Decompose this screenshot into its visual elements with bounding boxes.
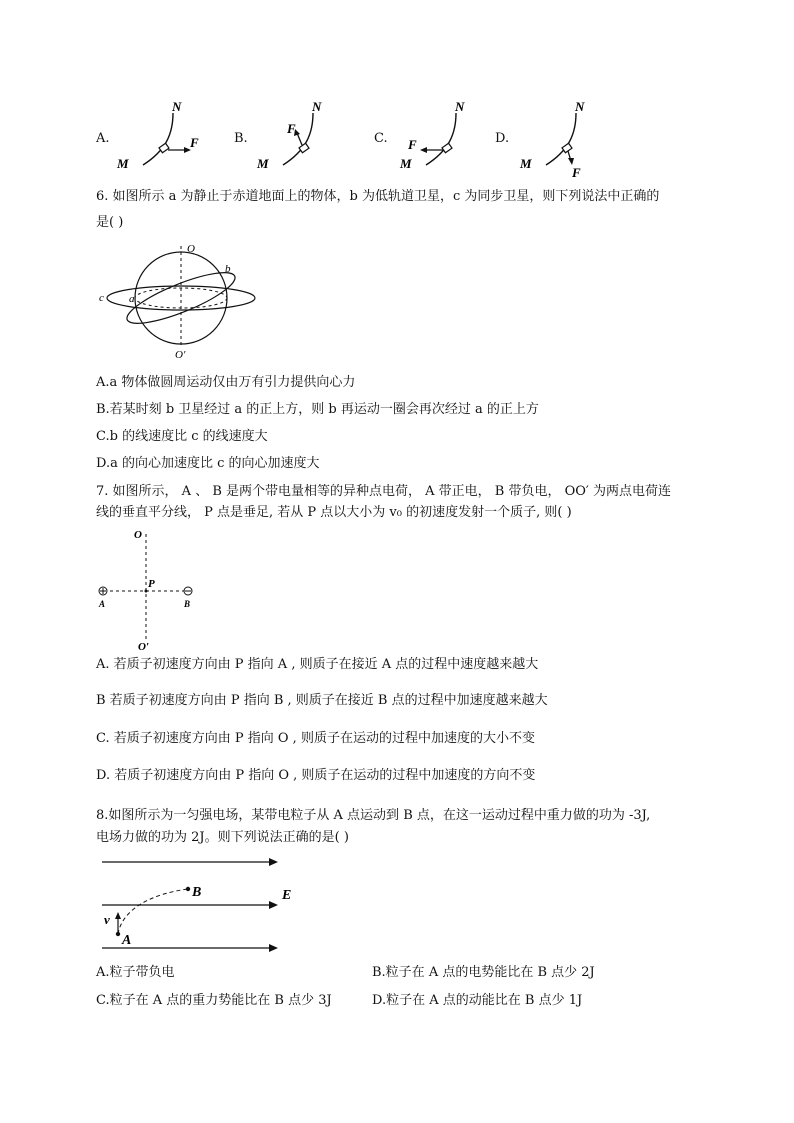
q8-option-d: D.粒子在 A 点的动能比在 B 点少 1J — [372, 993, 583, 1008]
q5d-label-f: F — [572, 165, 581, 180]
q5c-label-n: N — [455, 99, 465, 114]
q6-label-o-prime: O′ — [175, 349, 186, 361]
q7-stem-line2: 线的垂直平分线， P 点是垂足, 若从 P 点以大小为 v₀ 的初速度发射一个质子, 则( ) — [96, 505, 572, 520]
q5a-label-n: N — [172, 99, 182, 114]
q6-label-c: c — [99, 292, 104, 304]
q5a-label-m: M — [117, 156, 129, 171]
q8-option-b: B.粒子在 A 点的电势能比在 B 点少 2J — [372, 965, 595, 980]
q7-option-b: B 若质子初速度方向由 P 指向 B , 则质子在接近 B 点的过程中加速度越来越大 — [96, 693, 548, 708]
q7-stem-line1: 7. 如图所示， A 、 B 是两个带电量相等的异种点电荷， A 带正电， B 带负电， OO′ 为两点电荷连 — [96, 484, 672, 499]
q7-option-d: D. 若质子初速度方向由 P 指向 O , 则质子在运动的过程中加速度的方向不变 — [96, 768, 536, 783]
q5-figure-d — [518, 95, 608, 180]
q7-label-o-prime: O′ — [138, 641, 150, 653]
q7-option-a: A. 若质子初速度方向由 P 指向 A , 则质子在接近 A 点的过程中速度越来越大 — [96, 657, 539, 672]
q5c-label-f: F — [408, 137, 417, 152]
q5-option-d-label: D. — [495, 131, 510, 146]
q5d-label-m: M — [520, 156, 532, 171]
q5a-label-f: F — [190, 135, 199, 150]
q5-option-c-label: C. — [374, 131, 388, 146]
q8-option-c: C.粒子在 A 点的重力势能比在 B 点少 3J — [96, 993, 332, 1008]
q5-option-a-label: A. — [96, 131, 110, 146]
q8-label-e: E — [282, 888, 292, 903]
q7-label-p: P — [148, 578, 155, 590]
q8-option-a: A.粒子带负电 — [96, 965, 175, 980]
q7-label-a: A — [99, 599, 106, 609]
q5c-label-m: M — [400, 156, 412, 171]
q6-option-c: C.b 的线速度比 c 的线速度大 — [96, 429, 268, 444]
q8-stem-line1: 8.如图所示为一匀强电场，某带电粒子从 A 点运动到 B 点，在这一运动过程中重力做的功为 -3J, — [96, 808, 651, 823]
q5b-label-n: N — [312, 99, 322, 114]
q5-figure-b — [255, 95, 345, 175]
q7-label-o: O — [134, 529, 142, 541]
q6-stem-line1: 6. 如图所示 a 为静止于赤道地面上的物体，b 为低轨道卫星，c 为同步卫星，则下列说法中正确的 — [96, 189, 660, 204]
q6-stem-line2: 是( ) — [96, 215, 124, 230]
q8-label-b: B — [192, 885, 202, 900]
q5-figure-c — [398, 95, 488, 175]
q5d-label-n: N — [575, 99, 585, 114]
q6-label-b: b — [225, 263, 231, 275]
q6-label-o: O — [187, 243, 195, 255]
q7-option-c: C. 若质子初速度方向由 P 指向 O , 则质子在运动的过程中加速度的大小不变 — [96, 731, 535, 746]
q6-earth-orbit-figure — [95, 240, 265, 365]
q8-stem-line2: 电场力做的功为 2J。则下列说法正确的是( ) — [96, 830, 349, 845]
q6-option-b: B.若某时刻 b 卫星经过 a 的正上方，则 b 再运动一圈会再次经过 a 的正上方 — [96, 402, 539, 417]
q8-electric-field-figure — [98, 852, 318, 957]
q6-option-d: D.a 的向心加速度比 c 的向心加速度大 — [96, 456, 320, 471]
q5-option-b-label: B. — [234, 131, 248, 146]
q5b-label-m: M — [257, 156, 269, 171]
q8-label-a: A — [122, 933, 132, 948]
q5-figure-a — [115, 95, 205, 175]
q5b-label-f: F — [287, 121, 296, 136]
q7-charges-figure — [92, 526, 212, 651]
q8-label-v: v — [104, 912, 110, 927]
q7-label-b: B — [184, 599, 191, 609]
q6-option-a: A.a 物体做圆周运动仅由万有引力提供向心力 — [96, 375, 356, 390]
q6-label-a: a — [129, 293, 135, 305]
